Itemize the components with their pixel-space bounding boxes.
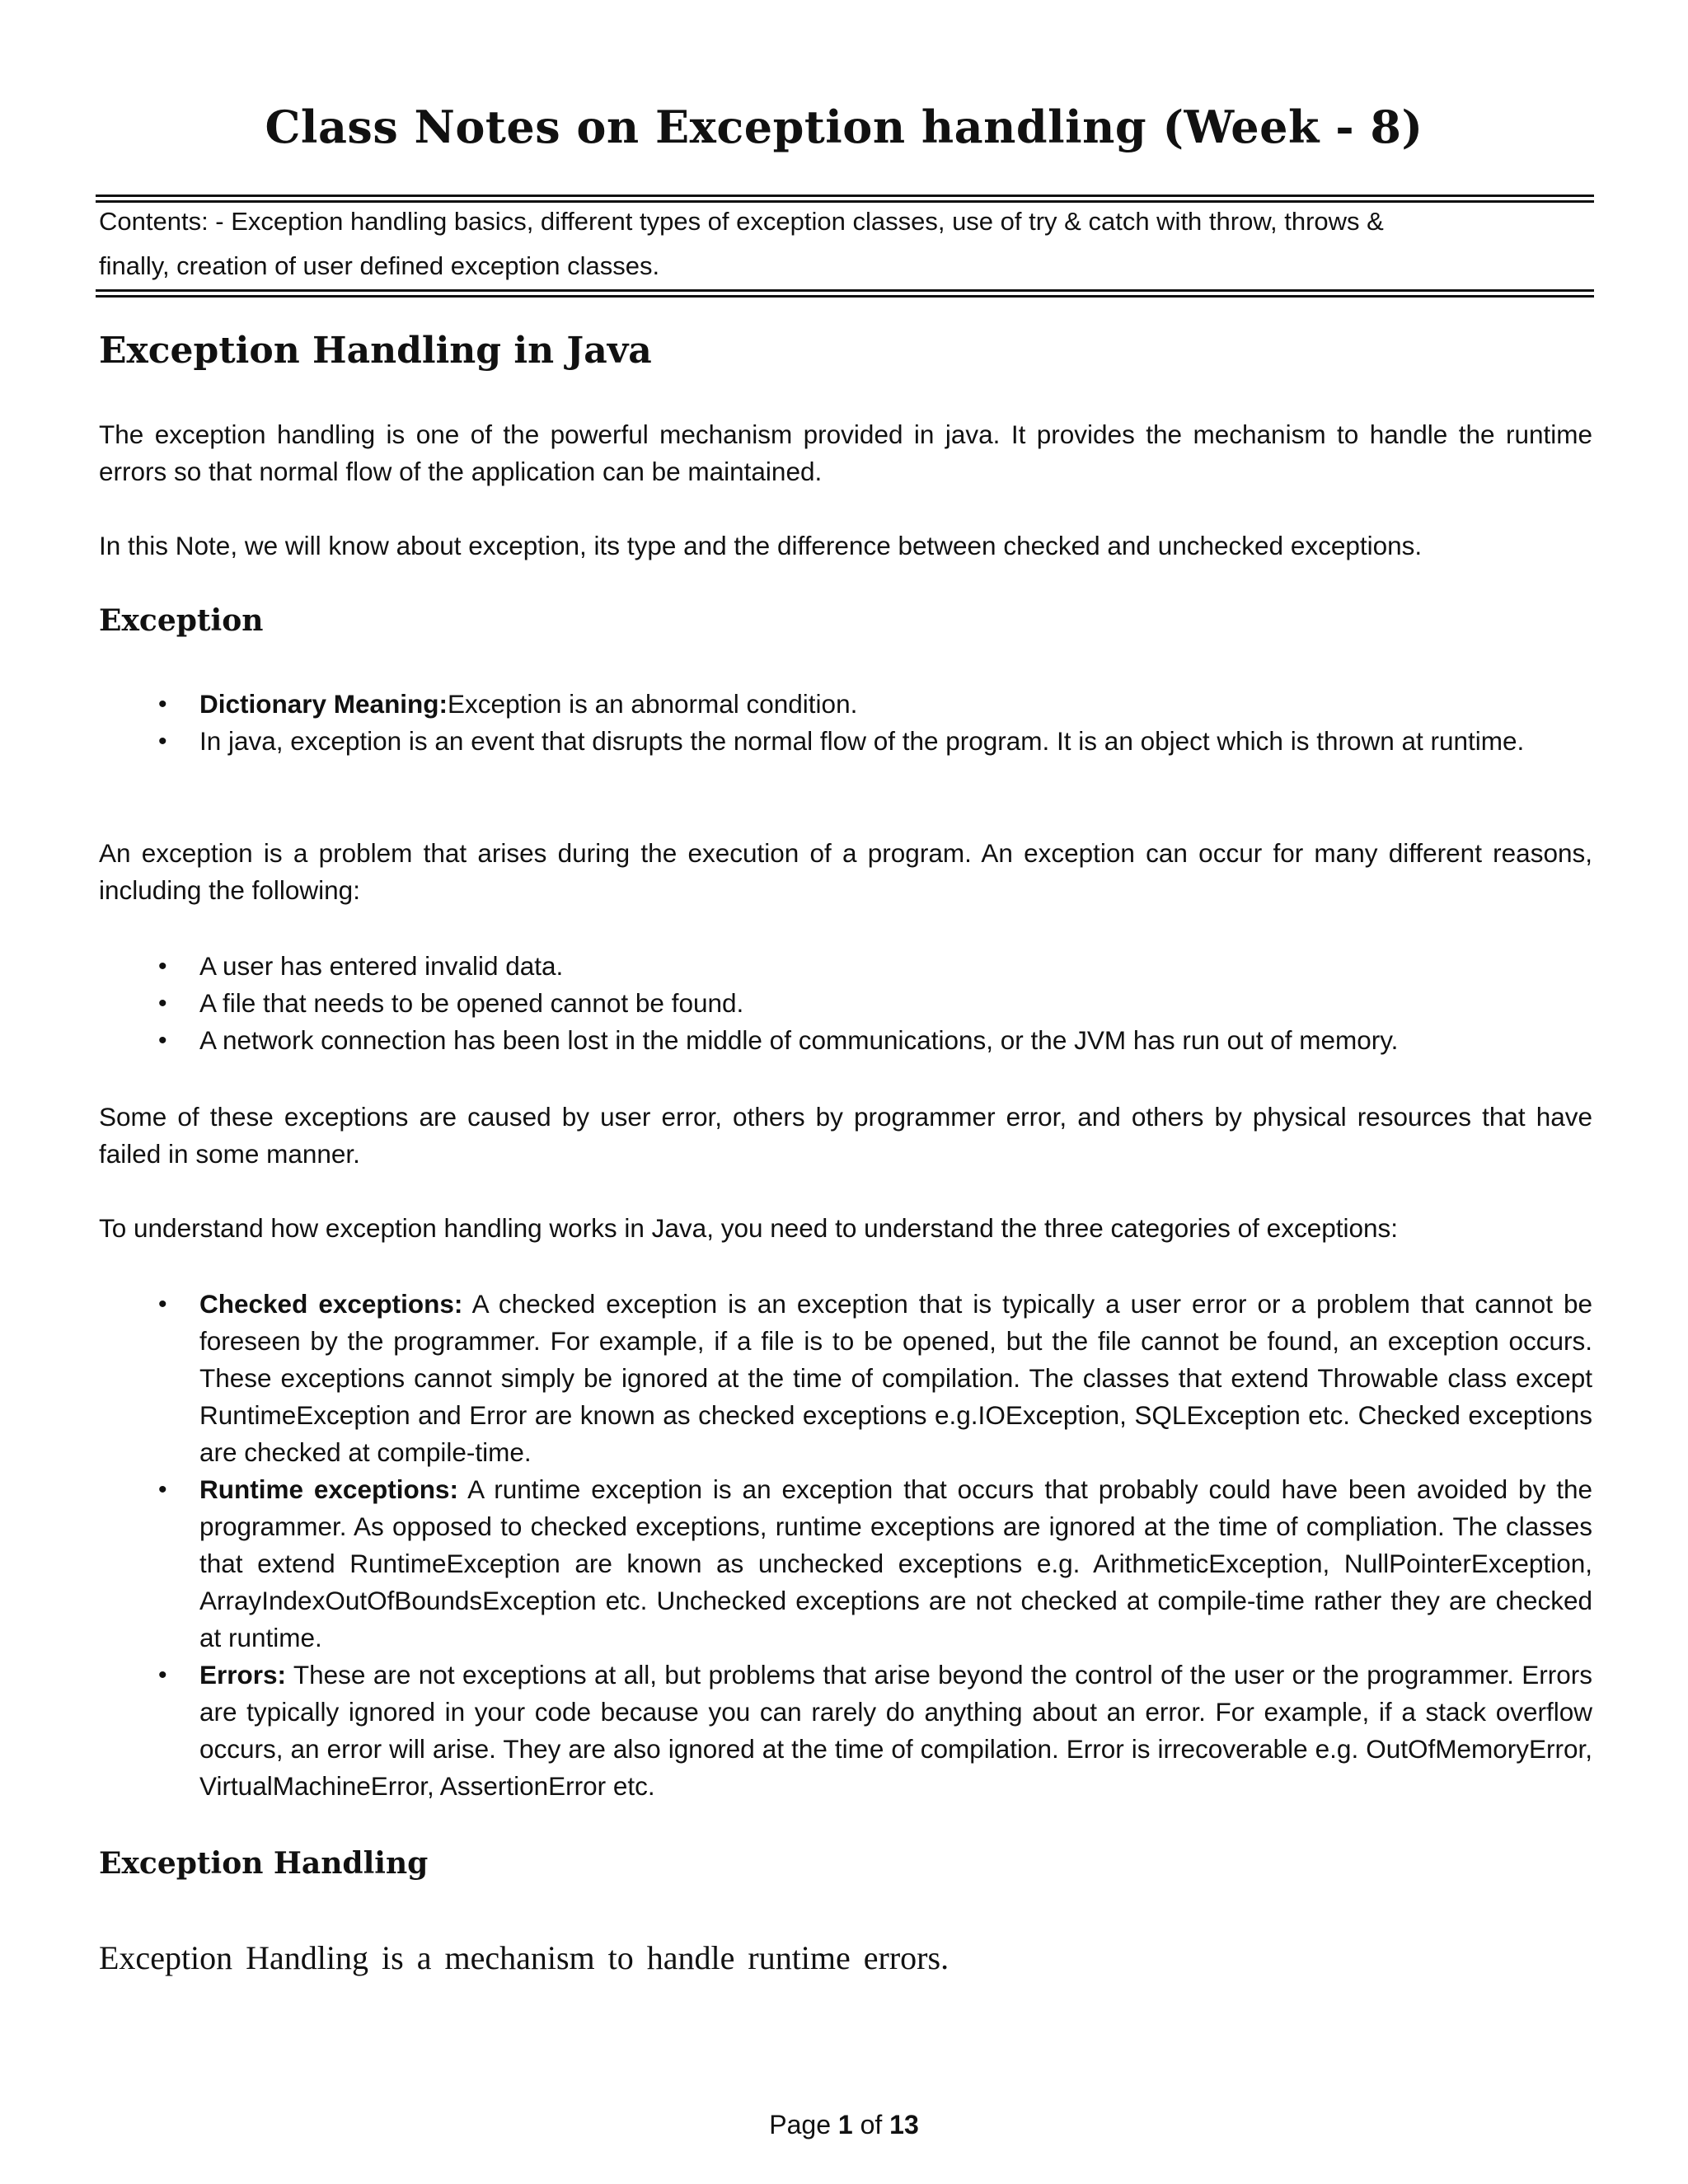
section-heading-exception: Exception — [99, 603, 264, 638]
bottom-rule-inner — [96, 295, 1594, 298]
list-item-text: A runtime exception is an exception that occurs that probably could have been avoided by the programmer. As opposed to checked exceptions, runtime exceptions are ignored at the time of compliation. The classes that extend RuntimeException are known as unchecked exceptions e.g. ArithmeticException, NullPointerException, ArrayIndexOutOfBoundsException etc. Unchecked exceptions are not checked at compile-time rather they are checked at runtime. — [199, 1474, 1592, 1652]
list-item-bold: Runtime exceptions: — [199, 1474, 458, 1504]
categories-intro: To understand how exception handling works in Java, you need to understand the three categories of exceptions: — [99, 1213, 1399, 1243]
list-item — [99, 1022, 1592, 1059]
footer-current-page: 1 — [837, 2110, 853, 2139]
list-item-text: A file that needs to be opened cannot be found. — [199, 988, 744, 1018]
list-item — [99, 948, 1592, 985]
list-item — [99, 985, 1592, 1022]
bullet-icon: • — [158, 1476, 167, 1503]
note-paragraph: In this Note, we will know about exception, its type and the difference between checked and unchecked exceptions. — [99, 531, 1423, 560]
bullet-icon: • — [158, 691, 167, 718]
bottom-rule-outer — [96, 289, 1594, 292]
page-footer — [0, 2110, 1688, 2140]
causes-paragraph: Some of these exceptions are caused by user error, others by programmer error, and others by physical resources that have failed in some manner. — [99, 1102, 1592, 1169]
problem-paragraph: An exception is a problem that arises during the execution of a program. An exception can occur for many different reasons, including the following: — [99, 838, 1592, 905]
intro-paragraph: The exception handling is one of the powerful mechanism provided in java. It provides the mechanism to handle the runtime errors so that normal flow of the application can be maintained. — [99, 419, 1592, 486]
bullet-icon: • — [158, 1661, 167, 1689]
list-item-bold: Checked exceptions: — [199, 1289, 463, 1319]
section-heading-java: Exception Handling in Java — [99, 330, 652, 372]
reasons-list — [99, 948, 1592, 1059]
contents-box — [99, 199, 1591, 288]
bullet-icon: • — [158, 953, 167, 980]
bullet-icon: • — [158, 1291, 167, 1318]
list-item-bold: Errors: — [199, 1660, 287, 1690]
list-item — [99, 1471, 1592, 1657]
list-item — [99, 723, 1592, 760]
footer-total-pages: 13 — [889, 2110, 919, 2139]
list-item — [99, 1657, 1592, 1805]
section-heading-handling: Exception Handling — [99, 1846, 429, 1881]
footer-prefix: Page — [769, 2110, 838, 2139]
contents-line-2: finally, creation of user defined exception classes. — [99, 251, 660, 280]
list-item-text: A user has entered invalid data. — [199, 951, 564, 981]
list-item-text: A network connection has been lost in the middle of communications, or the JVM has run out of memory. — [199, 1025, 1399, 1055]
footer-middle: of — [852, 2110, 890, 2139]
list-item-text: Exception is an abnormal condition. — [448, 689, 858, 719]
list-item-text: These are not exceptions at all, but problems that arise beyond the control of the user or the programmer. Errors are typically ignored in your code because you can rarely do anything about an error. For example, if a stack overflow occurs, an error will arise. They are also ignored at the time of compilation. Error is irrecoverable e.g. OutOfMemoryError, VirtualMachineError, AssertionError etc. — [199, 1660, 1592, 1801]
contents-line-1: Contents: - Exception handling basics, different types of exception classes, use of try & catch with throw, throws & — [99, 207, 1384, 236]
list-item — [99, 1286, 1592, 1471]
bullet-icon: • — [158, 728, 167, 755]
top-rule-outer — [96, 194, 1594, 197]
exception-definition-list — [99, 686, 1592, 760]
list-item-text: In java, exception is an event that disrupts the normal flow of the program. It is an object which is thrown at runtime. — [199, 726, 1525, 756]
handling-definition: Exception Handling is a mechanism to handle runtime errors. — [99, 1939, 950, 1976]
categories-list — [99, 1286, 1592, 1805]
bullet-icon: • — [158, 1027, 167, 1054]
page-title: Class Notes on Exception handling (Week - 8) — [265, 101, 1423, 153]
bullet-icon: • — [158, 990, 167, 1017]
list-item — [99, 686, 1592, 723]
list-item-bold: Dictionary Meaning: — [199, 689, 448, 719]
list-item-text: A checked exception is an exception that is typically a user error or a problem that cannot be foreseen by the programmer. For example, if a file is to be opened, but the file cannot be found, an exception occurs. These exceptions cannot simply be ignored at the time of compilation. The classes that extend Throwable class except RuntimeException and Error are known as checked exceptions e.g.IOException, SQLException etc. Checked exceptions are checked at compile-time. — [199, 1289, 1592, 1467]
